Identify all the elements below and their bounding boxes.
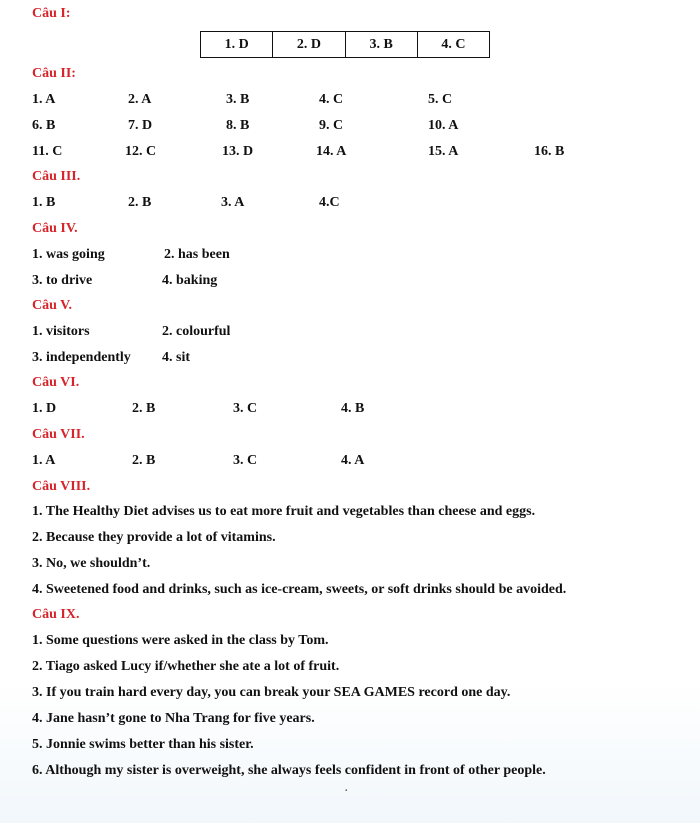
table-cell: 2. D [273,32,345,57]
answer-row [0,401,700,421]
answer-line: 1. Some questions were asked in the class by Tom. [32,633,329,648]
table-cell: 1. D [201,32,273,57]
heading-cau-ix: Câu IX. [32,607,80,622]
answer-item: 13. D [222,144,254,159]
answer-line: 5. Jonnie swims better than his sister. [32,737,254,752]
answer-item: 14. A [316,144,347,159]
answer-item: 3. independently [32,350,131,365]
answer-item: 2. colourful [162,324,231,339]
answer-item: 4. baking [162,273,218,288]
answer-item: 2. B [132,453,156,468]
answer-row [0,453,700,473]
heading-cau-vii: Câu VII. [32,427,85,442]
answer-item: 4. C [319,92,344,107]
answer-item: 6. B [32,118,56,133]
answer-row [0,247,700,267]
heading-cau-vi: Câu VI. [32,375,80,390]
answer-row [0,92,700,112]
answer-row [0,118,700,138]
answer-item: 11. C [32,144,63,159]
answer-item: 2. has been [164,247,230,262]
answer-item: 5. C [428,92,453,107]
answer-item: 3. A [221,195,245,210]
answer-item: 1. visitors [32,324,90,339]
heading-cau-viii: Câu VIII. [32,479,91,494]
answer-item: 16. B [534,144,565,159]
answer-item: 4. A [341,453,365,468]
answer-item: 12. C [125,144,157,159]
answer-item: 1. B [32,195,56,210]
answer-line: 4. Jane hasn’t gone to Nha Trang for five years. [32,711,315,726]
answer-item: 4.C [319,195,340,210]
answer-item: 3. C [233,453,258,468]
answer-item: 2. B [132,401,156,416]
answer-item: 9. C [319,118,344,133]
answer-item: 3. to drive [32,273,93,288]
answer-item: 15. A [428,144,459,159]
table-cell: 4. C [441,36,466,52]
answer-row [0,350,700,370]
answer-item: 3. B [226,92,250,107]
stray-mark: . [345,783,348,794]
answer-row [0,273,700,293]
answer-line: 2. Tiago asked Lucy if/whether she ate a lot of fruit. [32,659,340,674]
answer-row [0,144,700,164]
table-cell: 3. B [346,32,418,57]
answer-item: 1. D [32,401,57,416]
answer-item: 4. B [341,401,365,416]
answer-item: 1. was going [32,247,105,262]
answer-item: 2. B [128,195,152,210]
answer-row [0,324,700,344]
answer-item: 4. sit [162,350,190,365]
heading-cau-v: Câu V. [32,298,72,313]
cau-i-answer-table [200,31,490,58]
answer-item: 1. A [32,92,56,107]
answer-item: 8. B [226,118,250,133]
answer-line: 4. Sweetened food and drinks, such as ice-cream, sweets, or soft drinks should be avoided. [32,582,567,597]
heading-cau-ii: Câu II: [32,66,76,81]
answer-line: 2. Because they provide a lot of vitamins. [32,530,276,545]
answer-row [0,195,700,215]
heading-cau-i: Câu I: [32,6,71,21]
answer-line: 3. If you train hard every day, you can break your SEA GAMES record one day. [32,685,511,700]
answer-item: 7. D [128,118,153,133]
answer-line: 3. No, we shouldn’t. [32,556,151,571]
answer-item: 2. A [128,92,152,107]
heading-cau-iv: Câu IV. [32,221,78,236]
heading-cau-iii: Câu III. [32,169,81,184]
answer-line: 6. Although my sister is overweight, she always feels confident in front of other people. [32,763,546,778]
answer-item: 1. A [32,453,56,468]
answer-item: 3. C [233,401,258,416]
answer-line: 1. The Healthy Diet advises us to eat more fruit and vegetables than cheese and eggs. [32,504,536,519]
answer-item: 10. A [428,118,459,133]
